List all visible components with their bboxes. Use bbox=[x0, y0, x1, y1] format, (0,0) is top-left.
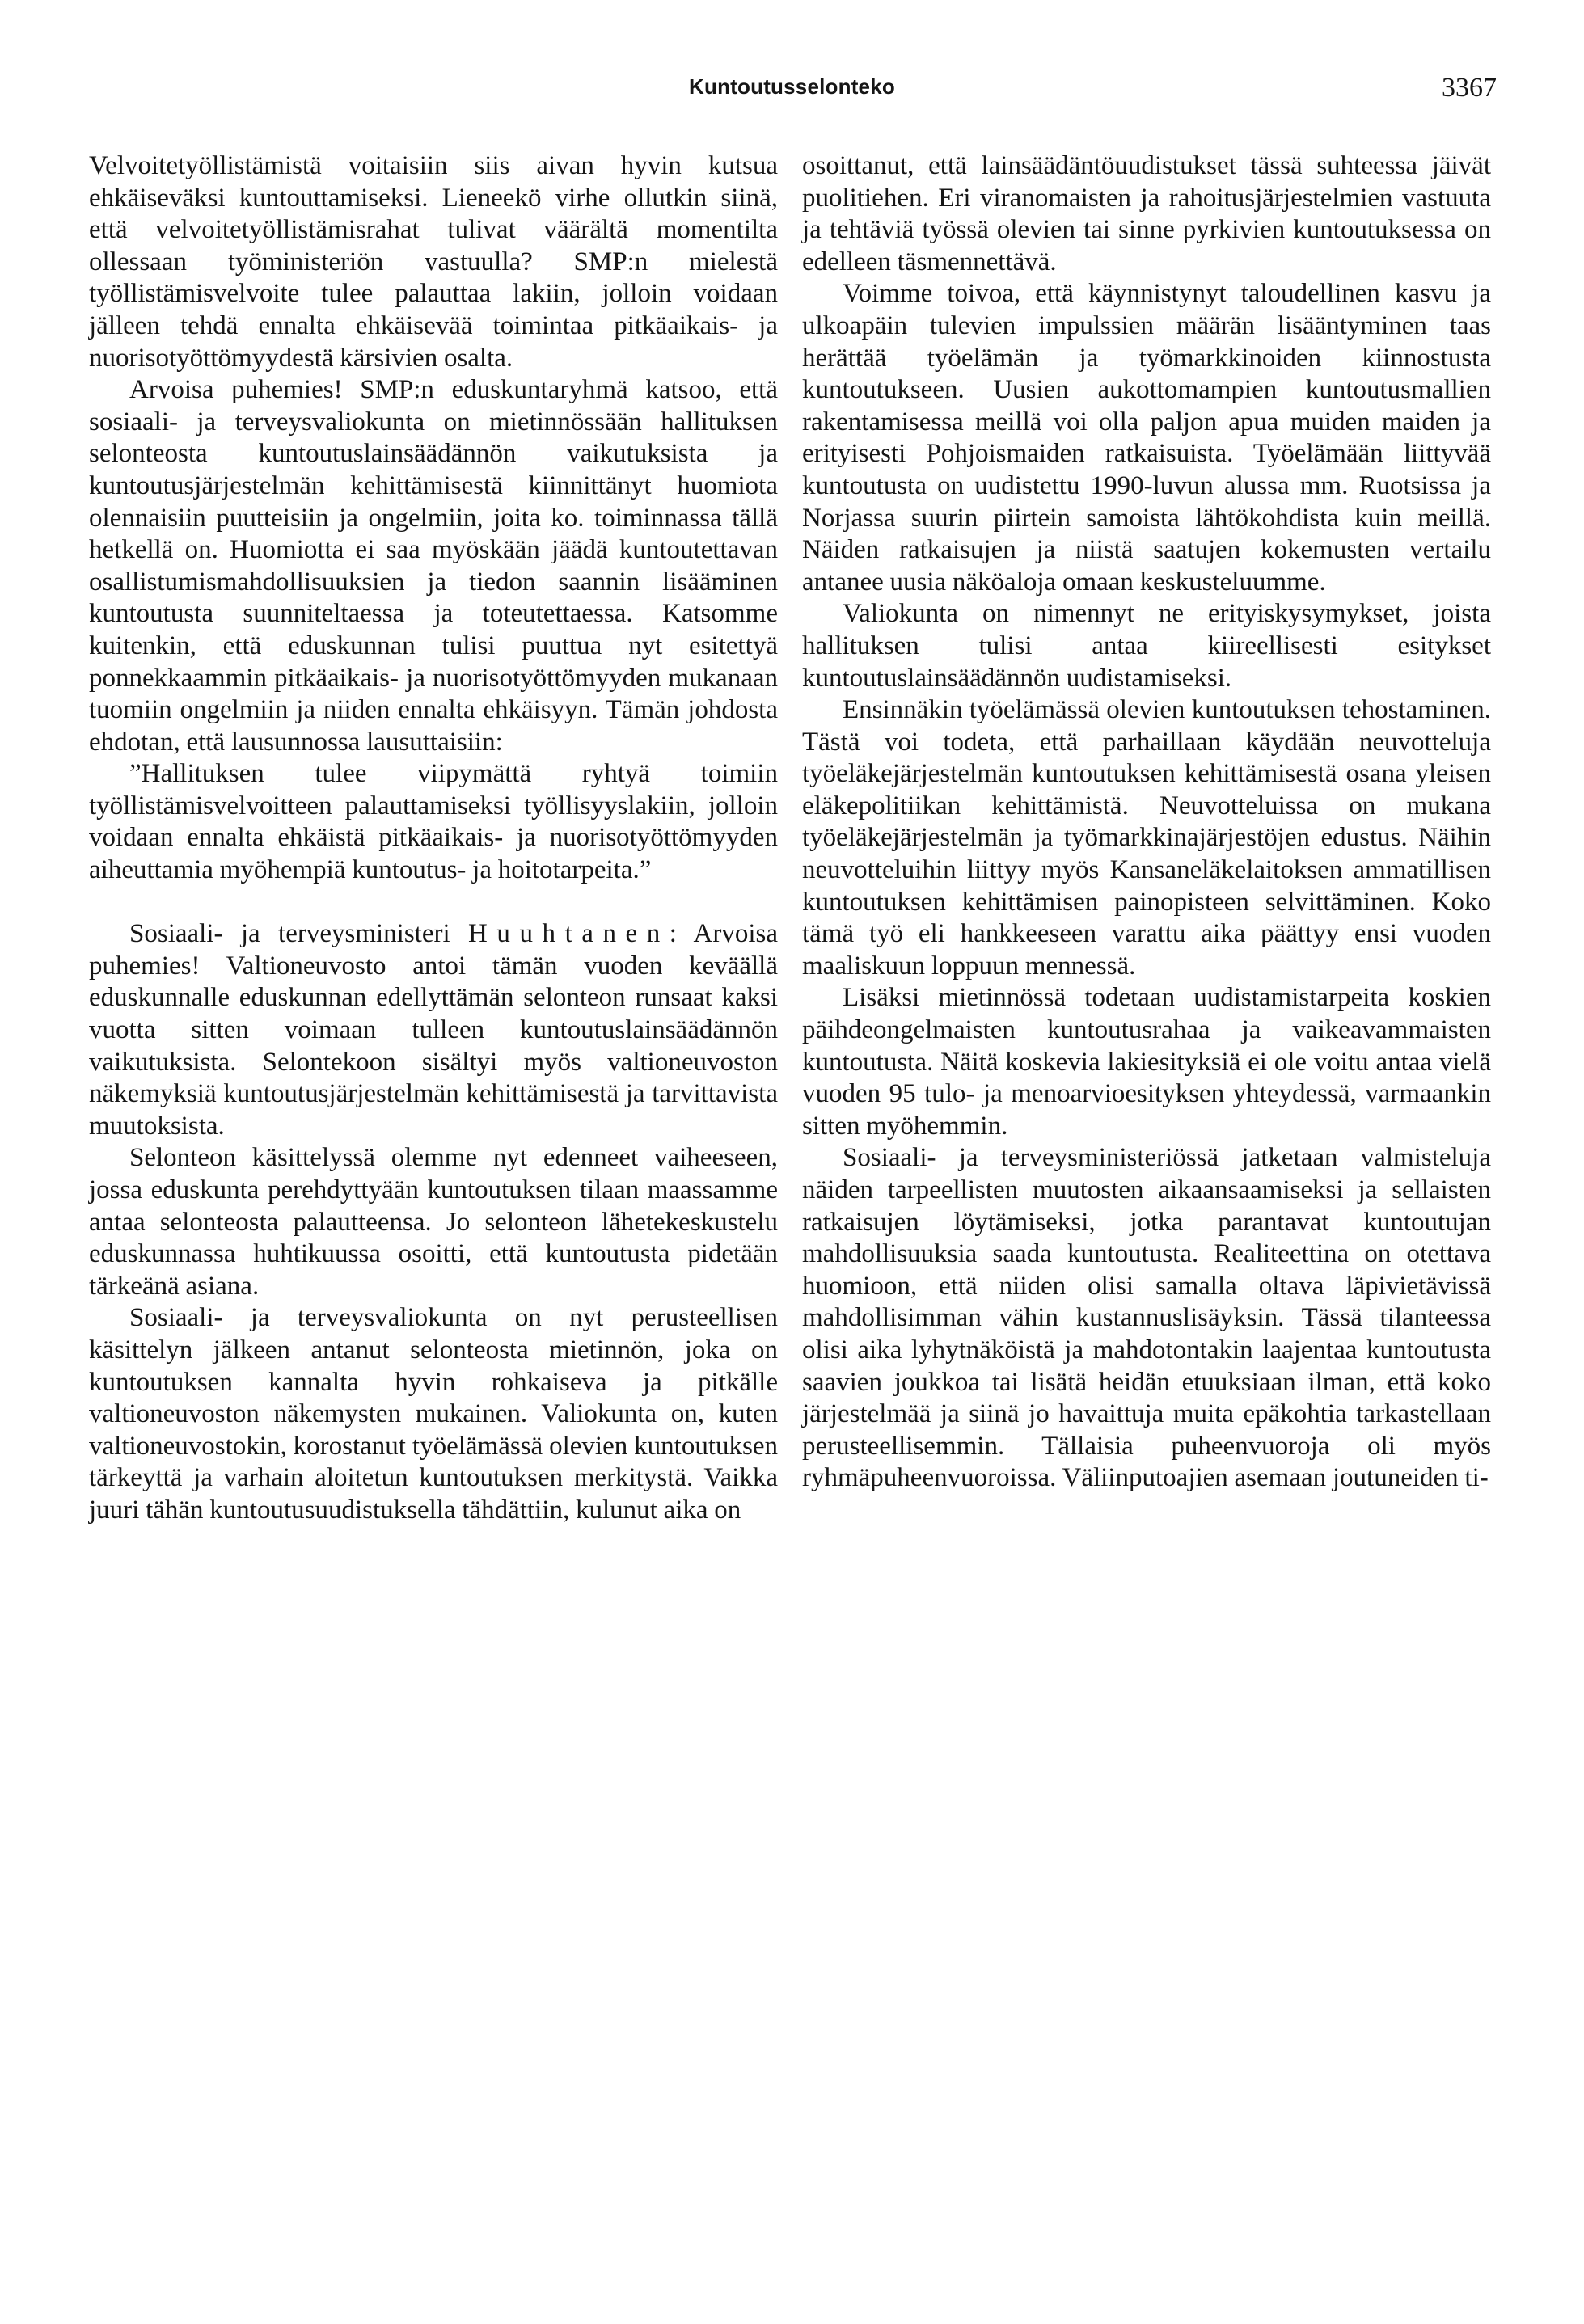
speaker-colon: : bbox=[669, 919, 677, 949]
left-column bbox=[89, 150, 778, 1527]
right-column bbox=[802, 150, 1491, 1495]
paragraph: Sosiaali- ja terveysvaliokunta on nyt perusteellisen käsittelyn jälkeen antanut selonteosta mietinnön, joka on kuntoutuksen kannalta hyvin rohkaiseva ja pitkälle valtioneuvoston näkemysten mukainen. Valiokunta on, kuten valtioneuvostokin, korostanut työelämässä olevien kuntoutuksen tärkeyttä ja varhain aloitetun kuntoutuksen merkitystä. Vaikka juuri tähän kuntoutusuudistuksella tähdättiin, kulunut aika on bbox=[89, 1303, 778, 1525]
paragraph: Voimme toivoa, että käynnistynyt taloudellinen kasvu ja ulkoapäin tulevien impulssien määrän lisääntyminen taas herättää työelämän ja työmarkkinoiden kiinnostusta kuntoutukseen. Uusien aukottomampien kuntoutusmallien rakentamisessa meillä voi olla paljon apua muiden maiden ja erityisesti Pohjoismaiden ratkaisuista. Työelämään liittyvää kuntoutusta on uudistettu 1990-luvun alussa mm. Ruotsissa ja Norjassa suurin piirtein samoista lähtökohdista kuin meillä. Näiden ratkaisujen ja niistä saatujen kokemusten vertailu antanee uusia näköaloja omaan keskusteluumme. bbox=[802, 279, 1491, 597]
running-header bbox=[0, 74, 1584, 107]
paragraph: Lisäksi mietinnössä todetaan uudistamistarpeita koskien päihdeongelmaisten kuntoutusrahaa ja vaikeavammaisten kuntoutusta. Näitä koskevia lakiesityksiä ei ole voitu antaa vielä vuoden 95 tulo- ja menoarvioesityksen yhteydessä, varmaankin sitten myöhemmin. bbox=[802, 983, 1491, 1141]
paragraph: Selonteon käsittelyssä olemme nyt edenneet vaiheeseen, jossa eduskunta perehdyttyään kuntoutuksen tilaan maassamme antaa selonteosta palautteensa. Jo selonteon lähetekeskustelu eduskunnassa huhtikuussa osoitti, että kuntoutusta pidetään tärkeänä asiana. bbox=[89, 1143, 778, 1301]
running-title: Kuntoutusselonteko bbox=[689, 74, 895, 99]
speaker-title: Sosiaali- ja terveysministeri bbox=[129, 919, 450, 949]
paragraph: Sosiaali- ja terveysministeriössä jatketaan valmisteluja näiden tarpeellisten muutosten aikaansaamiseksi ja sellaisten ratkaisujen löytämiseksi, jotka parantavat kuntoutujan mahdollisuuksia saada kuntoutusta. Realiteettina on otettava huomioon, että niiden olisi samalla oltava läpivietävissä mahdollisimman vähin kustannuslisäyksin. Tässä tilanteessa olisi aika lyhytnäköistä ja mahdotontakin laajentaa kuntoutusta saavien joukkoa tai lisätä heidän etuuksiaan ilman, että koko järjestelmää ja siinä jo havaittuja muita epäkohtia tarkastellaan perusteellisemmin. Tällaisia puheenvuoroja oli myös ryhmäpuheenvuoroissa. Väliinputoajien asemaan joutuneiden ti- bbox=[802, 1143, 1491, 1493]
speech-text: Arvoisa puhemies! Valtioneuvosto antoi tämän vuoden keväällä eduskunnalle eduskunnan edellyttämän selonteon runsaat kaksi vuotta sitten voimaan tulleen kuntoutuslainsäädännön vaikutuksista. Selontekoon sisältyi myös valtioneuvoston näkemyksiä kuntoutusjärjestelmän kehittämisestä ja tarvittavista muutoksista. bbox=[89, 919, 778, 1141]
speaker-paragraph bbox=[89, 918, 778, 1142]
paragraph: Valiokunta on nimennyt ne erityiskysymykset, joista hallituksen tulisi antaa kiireellisesti esitykset kuntoutuslainsäädännön uudistamiseksi. bbox=[802, 599, 1491, 693]
paragraph: Ensinnäkin työelämässä olevien kuntoutuksen tehostaminen. Tästä voi todeta, että parhaillaan käydään neuvotteluja työeläkejärjestelmän kuntoutuksen kehittämisestä osana yleisen eläkepolitiikan kehittämistä. Neuvotteluissa on mukana työeläkejärjestelmän ja työmarkkinajärjestöjen edustus. Näihin neuvotteluihin liittyy myös Kansaneläkelaitoksen ammatillisen kuntoutuksen kehittämisen painopisteen selvittäminen. Koko tämä työ eli hankkeeseen varattu aika päättyy ensi vuoden maaliskuun loppuun mennessä. bbox=[802, 695, 1491, 981]
proposal-quote: ”Hallituksen tulee viipymättä ryhtyä toimiin työllistämisvelvoitteen palauttamiseksi työllisyyslakiin, jolloin voidaan ennalta ehkäistä pitkäaikais- ja nuorisotyöttömyyden aiheuttamia myöhempiä kuntoutus- ja hoitotarpeita.” bbox=[89, 759, 778, 885]
paragraph: osoittanut, että lainsäädäntöuudistukset tässä suhteessa jäivät puolitiehen. Eri viranomaisten ja rahoitusjärjestelmien vastuuta ja tehtäviä työssä olevien tai sinne pyrkivien kuntoutuksessa on edelleen täsmennettävä. bbox=[802, 151, 1491, 276]
paragraph: Velvoitetyöllistämistä voitaisiin siis aivan hyvin kutsua ehkäiseväksi kuntouttamiseksi. Lieneekö virhe ollutkin siinä, että velvoitetyöllistämisrahat tulivat väärältä momentilta ollessaan työministeriön vastuulla? SMP:n mielestä työllistämisvelvoite tulee palauttaa lakiin, jolloin voidaan jälleen tehdä ennalta ehkäisevää toimintaa pitkäaikais- ja nuorisotyöttömyydestä kärsivien osalta. bbox=[89, 151, 778, 373]
speaker-name: Huuhtanen bbox=[468, 919, 670, 949]
page-number: 3367 bbox=[1442, 73, 1497, 103]
paragraph: Arvoisa puhemies! SMP:n eduskuntaryhmä katsoo, että sosiaali- ja terveysvaliokunta on mietinnössään hallituksen selonteosta kuntoutuslainsäädännön vaikutuksista ja kuntoutusjärjestelmän kehittämisestä kiinnittänyt huomiota olennaisiin puutteisiin ja ongelmiin, joita ko. toiminnassa tällä hetkellä on. Huomiotta ei saa myöskään jäädä kuntoutettavan osallistumismahdollisuuksien ja tiedon saannin lisääminen kuntoutusta suunniteltaessa ja toteutettaessa. Katsomme kuitenkin, että eduskunnan tulisi puuttua nyt esitettyä ponnekkaammin pitkäaikais- ja nuorisotyöttömyyden mukanaan tuomiin ongelmiin ja niiden ennalta ehkäisyyn. Tämän johdosta ehdotan, että lausunnossa lausuttaisiin: bbox=[89, 375, 778, 757]
